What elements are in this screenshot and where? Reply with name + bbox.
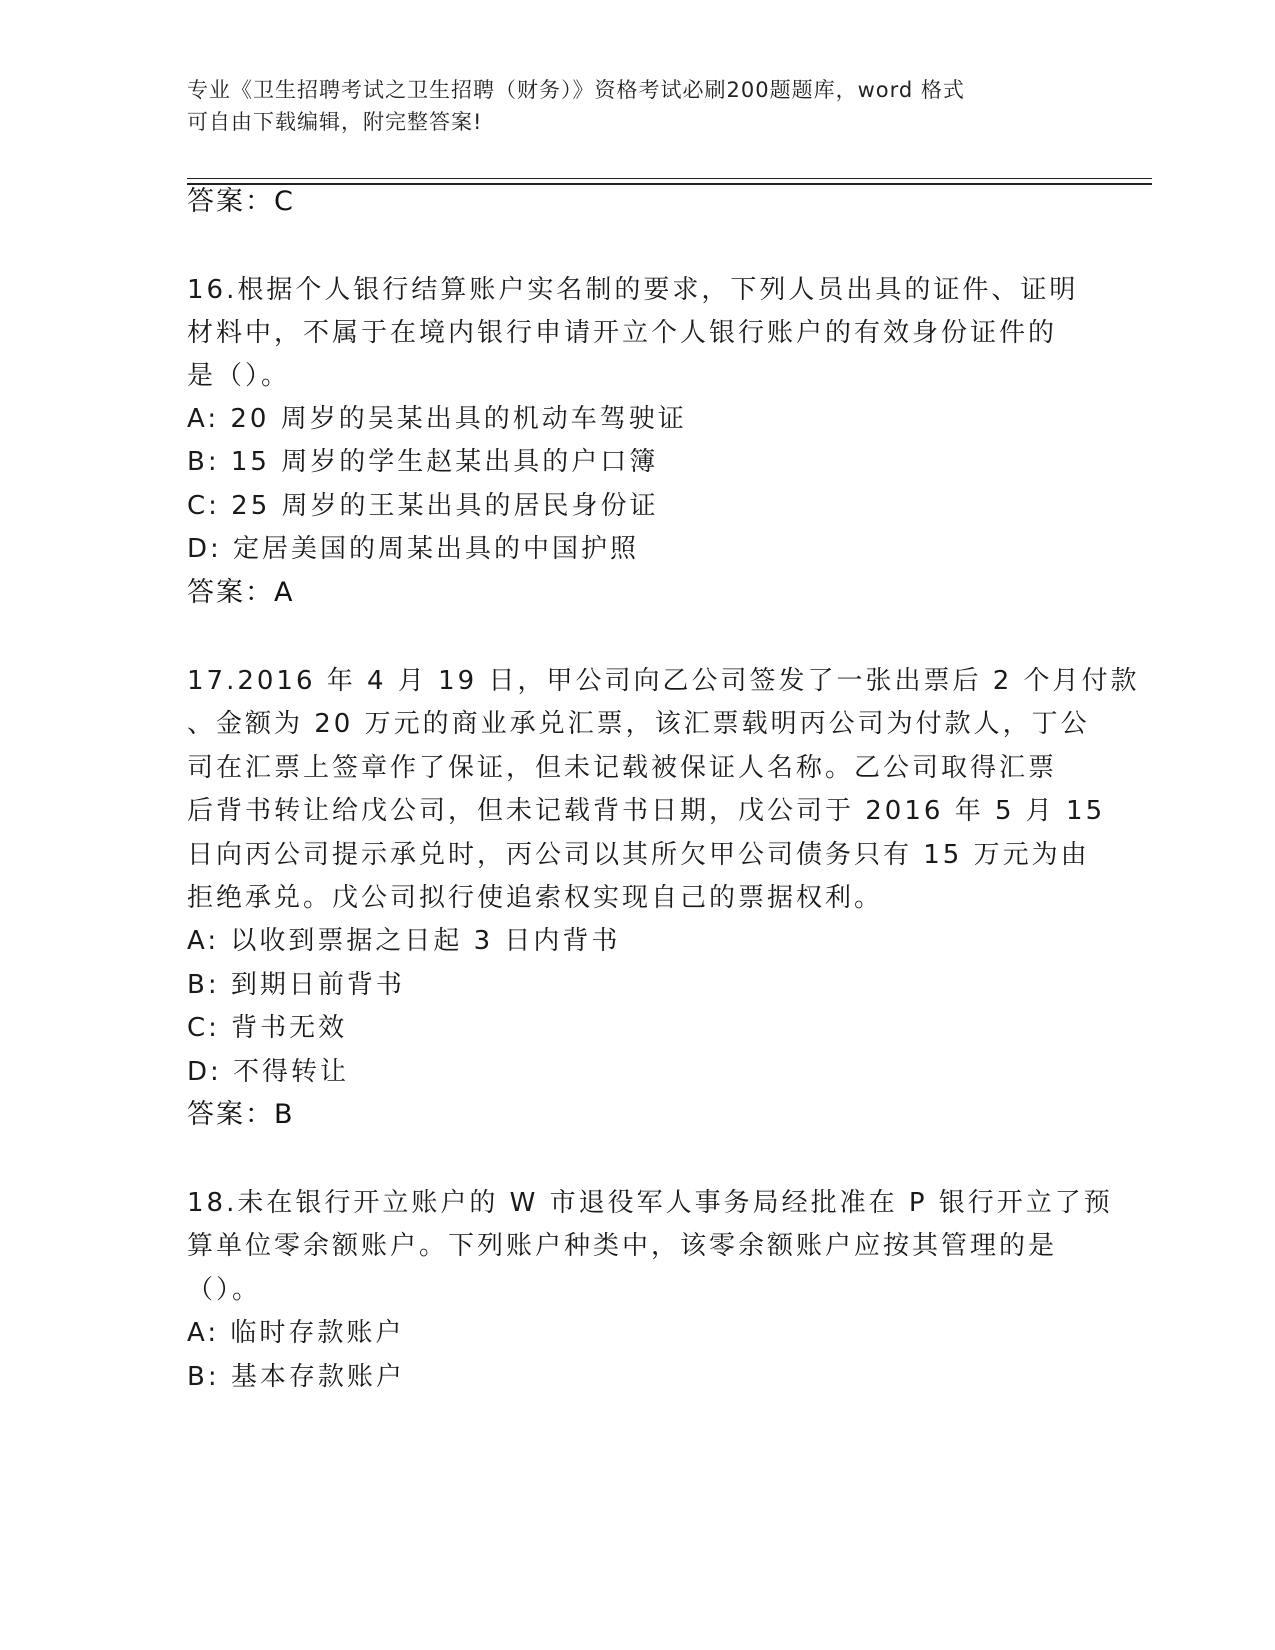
q17-answer: 答案：B: [187, 1099, 295, 1130]
q16-option-c: C: 25 周岁的王某出具的居民身份证: [187, 491, 659, 521]
q17-stem-line-3: 司在汇票上签章作了保证，但未记载被保证人名称。乙公司取得汇票: [187, 753, 1058, 783]
q17-option-a: A: 以收到票据之日起 3 日内背书: [187, 926, 621, 956]
q18-stem-line-2: 算单位零余额账户。下列账户种类中，该零余额账户应按其管理的是: [187, 1231, 1058, 1261]
q16-option-d: D: 定居美国的周某出具的中国护照: [187, 534, 640, 564]
q17-stem-line-2: 、金额为 20 万元的商业承兑汇票，该汇票载明丙公司为付款人，丁公: [187, 709, 1090, 739]
document-header: [187, 74, 1087, 138]
q16-option-b: B: 15 周岁的学生赵某出具的户口簿: [187, 447, 659, 477]
q15-answer: 答案：C: [187, 186, 295, 217]
q17-stem-line-6: 拒绝承兑。戊公司拟行使追索权实现自己的票据权利。: [187, 883, 884, 913]
header-line-1: 专业《卫生招聘考试之卫生招聘（财务）》资格考试必刷200题题库，word 格式: [187, 78, 965, 102]
q18-stem-line-3: （）。: [187, 1275, 262, 1305]
header-divider-thin: [187, 178, 1152, 179]
q17-stem-line-5: 日向丙公司提示承兑时，丙公司以其所欠甲公司债务只有 15 万元为由: [187, 840, 1090, 870]
q17-option-d: D: 不得转让: [187, 1057, 350, 1087]
q17-option-c: C: 背书无效: [187, 1013, 348, 1043]
q16-answer: 答案：A: [187, 577, 295, 608]
header-line-2: 可自由下载编辑，附完整答案!: [187, 110, 483, 134]
q16-stem-line-1: 16.根据个人银行结算账户实名制的要求，下列人员出具的证件、证明: [187, 275, 1079, 305]
q17-stem-line-1: 17.2016 年 4 月 19 日，甲公司向乙公司签发了一张出票后 2 个月付款: [187, 666, 1140, 696]
q16-stem-line-3: 是（）。: [187, 361, 291, 391]
q17-stem-line-4: 后背书转让给戊公司，但未记载背书日期，戊公司于 2016 年 5 月 15: [187, 796, 1106, 826]
q16-option-a: A: 20 周岁的吴某出具的机动车驾驶证: [187, 404, 687, 434]
q17-option-b: B: 到期日前背书: [187, 970, 405, 1000]
q18-option-a: A: 临时存款账户: [187, 1318, 405, 1348]
header-divider-thick: [187, 183, 1152, 185]
q18-stem-line-1: 18.未在银行开立账户的 W 市退役军人事务局经批准在 P 银行开立了预: [187, 1188, 1113, 1218]
q16-stem-line-2: 材料中，不属于在境内银行申请开立个人银行账户的有效身份证件的: [187, 318, 1058, 348]
q18-option-b: B: 基本存款账户: [187, 1362, 405, 1392]
